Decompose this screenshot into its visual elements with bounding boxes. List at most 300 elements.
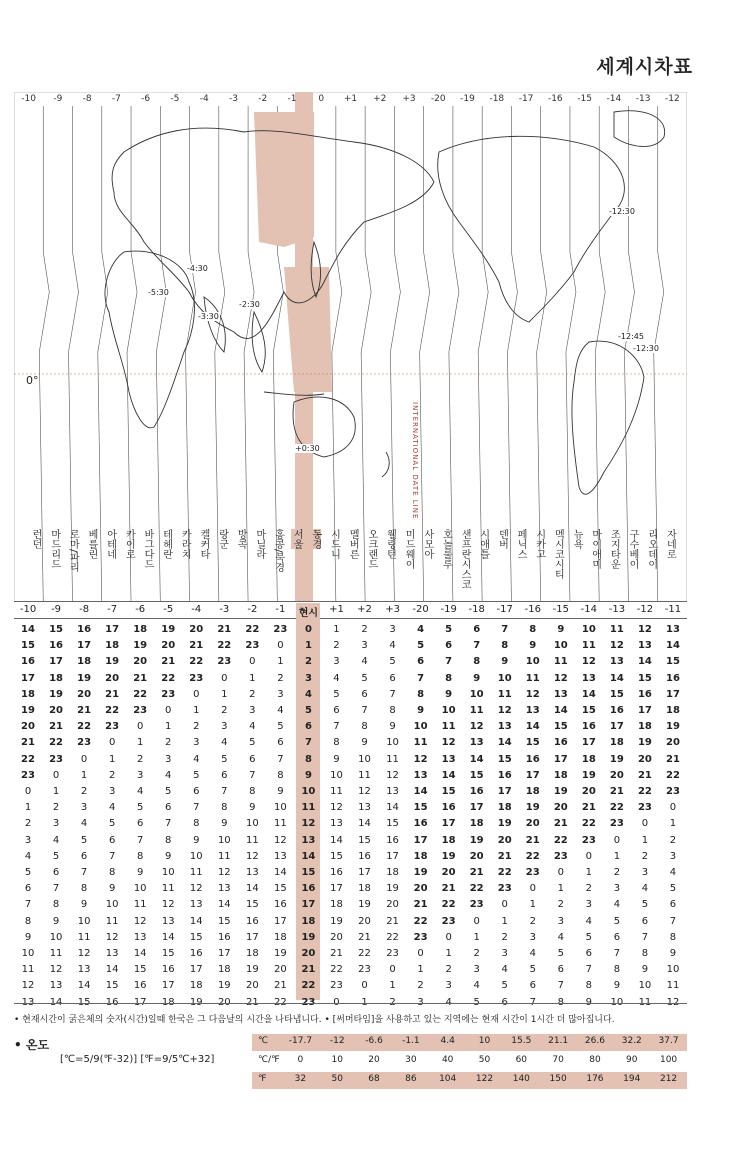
table-cell: 20	[133, 656, 148, 668]
table-cell: 18	[666, 705, 680, 716]
table-cell: 20	[386, 899, 399, 911]
table-cell: 11	[666, 980, 680, 992]
table-cell: 13	[49, 980, 63, 992]
table-cell: 10	[21, 948, 35, 959]
table-cell: 21	[105, 688, 120, 700]
table-cell: 11	[497, 688, 512, 700]
table-cell: 12	[441, 737, 456, 749]
table-cell: 7	[165, 818, 172, 830]
table-cell: 13	[274, 850, 287, 862]
table-cell: 0	[613, 834, 621, 846]
table-cell: 10	[133, 883, 147, 895]
table-cell: 3	[52, 818, 60, 830]
city-name: 카라치	[179, 529, 191, 559]
city-name: 오크랜드	[365, 529, 377, 569]
table-cell: 18	[497, 802, 512, 814]
table-cell: 21	[637, 769, 652, 781]
table-cell: 7	[473, 640, 481, 652]
zone-label: -13	[635, 94, 651, 104]
table-cell: 23	[217, 656, 232, 668]
table-cell: 11	[386, 753, 399, 765]
offset-label: -12:30	[633, 344, 659, 353]
table-cell: 22	[189, 656, 204, 668]
table-cell: 19	[330, 915, 343, 927]
table-cell: 2	[193, 721, 200, 733]
table-cell: 5	[52, 850, 60, 862]
table-cell: 14	[441, 769, 456, 781]
temperature-value: 60	[515, 1055, 528, 1065]
table-cell: 17	[21, 672, 35, 684]
table-cell: 7	[389, 688, 396, 700]
table-header-cell: +1	[329, 604, 344, 615]
zone-label: -12	[665, 94, 680, 104]
table-cell: 8	[585, 980, 593, 992]
table-cell: 23	[413, 931, 428, 943]
table-cell: 11	[245, 834, 259, 846]
table-cell: 15	[161, 948, 175, 959]
table-cell: 7	[445, 656, 453, 668]
table-cell: 23	[133, 705, 148, 716]
table-cell: 1	[24, 802, 32, 814]
table-cell: 22	[497, 867, 512, 878]
table-cell: 11	[21, 964, 35, 976]
table-cell: 15	[469, 769, 484, 781]
temperature-value: 140	[512, 1074, 530, 1084]
table-cell: 6	[221, 769, 228, 781]
zone-label: -3	[228, 94, 238, 104]
table-cell: 16	[133, 980, 147, 992]
table-cell: 22	[245, 624, 260, 635]
table-cell: 4	[80, 818, 88, 830]
table-cell: 7	[501, 624, 509, 635]
table-cell: 3	[108, 786, 116, 797]
table-cell: 13	[413, 769, 428, 781]
city-name: 샌프란시스코	[459, 529, 471, 589]
table-cell: 3	[473, 964, 480, 976]
offset-label: -3:30	[198, 312, 219, 321]
table-cell: 18	[21, 688, 35, 700]
table-cell: 13	[637, 640, 652, 652]
table-cell: 23	[386, 948, 399, 959]
table-cell: 9	[52, 915, 60, 927]
table-cell: 18	[245, 948, 259, 959]
zone-label: +3	[402, 94, 416, 104]
table-cell: 1	[108, 753, 116, 765]
table-cell: 16	[49, 640, 64, 652]
zone-label: -20	[430, 94, 446, 104]
table-cell: 22	[133, 688, 148, 700]
table-cell: 12	[553, 672, 568, 684]
temperature-value: 4.4	[440, 1036, 455, 1046]
table-cell: 10	[553, 640, 568, 652]
table-cell: 8	[389, 705, 396, 716]
table-cell: 6	[137, 818, 144, 830]
table-cell: 16	[77, 624, 92, 635]
zone-label: -9	[53, 94, 63, 104]
table-cell: 9	[529, 640, 537, 652]
temperature-value: 194	[623, 1074, 641, 1084]
table-cell: 4	[585, 915, 593, 927]
table-cell: 0	[585, 850, 593, 862]
table-cell: 15	[245, 899, 259, 911]
table-cell: 15	[189, 931, 203, 943]
table-cell: 4	[333, 672, 340, 684]
table-cell: 12	[105, 931, 119, 943]
city-name: 서울	[291, 529, 303, 549]
temperature-heading: • 온도	[14, 1038, 50, 1052]
table-cell: 23	[49, 753, 64, 765]
offset-label: -4:30	[187, 264, 208, 273]
table-cell: 21	[553, 818, 568, 830]
table-cell: 17	[525, 769, 540, 781]
table-header-cell: -6	[135, 604, 146, 615]
city-name: 뉴욕	[571, 529, 583, 549]
table-cell: 0	[529, 883, 536, 895]
table-cell: 8	[361, 721, 368, 733]
table-cell: 4	[641, 883, 649, 895]
table-cell: 20	[274, 964, 287, 976]
table-cell: 19	[77, 672, 92, 684]
temperature-value: -1.1	[402, 1036, 420, 1046]
table-cell: 19	[301, 931, 316, 943]
temperature-value: -12	[329, 1036, 345, 1046]
table-rule	[14, 618, 687, 619]
table-cell: 6	[277, 737, 284, 749]
temperature-value: 50	[331, 1074, 343, 1084]
table-cell: 16	[386, 834, 399, 846]
table-cell: 4	[137, 786, 144, 797]
table-cell: 16	[553, 737, 568, 749]
table-cell: 0	[249, 656, 256, 668]
city-name: 멕시코시티	[552, 529, 564, 579]
table-cell: 11	[274, 818, 287, 830]
table-cell: 12	[133, 915, 147, 927]
table-cell: 5	[417, 640, 425, 652]
table-cell: 15	[105, 980, 119, 992]
table-cell: 2	[24, 818, 32, 830]
table-cell: 11	[133, 899, 147, 911]
table-cell: 15	[301, 867, 316, 878]
table-cell: 21	[666, 753, 680, 765]
table-cell: 0	[137, 721, 144, 733]
table-cell: 8	[417, 688, 425, 700]
table-cell: 16	[21, 656, 35, 668]
table-cell: 8	[193, 818, 200, 830]
table-cell: 1	[669, 818, 677, 830]
temperature-value: 100	[659, 1055, 678, 1065]
table-cell: 14	[497, 737, 512, 749]
table-cell: 19	[441, 850, 456, 862]
table-cell: 5	[277, 721, 284, 733]
table-cell: 1	[613, 850, 621, 862]
table-cell: 19	[161, 624, 176, 635]
table-cell: 13	[133, 931, 147, 943]
table-cell: 22	[161, 672, 176, 684]
table-cell: 18	[386, 867, 399, 878]
table-cell: 9	[361, 737, 368, 749]
table-cell: 4	[52, 834, 60, 846]
table-cell: 7	[333, 721, 340, 733]
zone-label: -17	[518, 94, 534, 104]
table-cell: 13	[497, 721, 512, 733]
table-cell: 0	[473, 915, 480, 927]
table-cell: 20	[330, 931, 343, 943]
table-cell: 1	[445, 948, 452, 959]
temperature-value: 0	[297, 1055, 304, 1065]
table-cell: 20	[49, 705, 64, 716]
table-cell: 19	[553, 786, 568, 797]
table-cell: 13	[217, 883, 231, 895]
table-cell: 17	[77, 640, 92, 652]
table-cell: 22	[637, 786, 652, 797]
table-cell: 14	[469, 753, 484, 765]
table-cell: 18	[413, 850, 428, 862]
table-cell: 21	[21, 737, 35, 749]
table-header-cell: -17	[496, 604, 513, 615]
table-cell: 9	[669, 948, 677, 959]
table-cell: 6	[193, 786, 200, 797]
table-cell: 5	[249, 737, 256, 749]
table-cell: 8	[80, 883, 88, 895]
table-cell: 21	[133, 672, 148, 684]
table-cell: 5	[333, 688, 340, 700]
temperature-row-label: ℃	[258, 1036, 269, 1046]
city-name: 마닐라	[253, 529, 265, 559]
table-cell: 10	[581, 624, 596, 635]
table-cell: 0	[193, 688, 200, 700]
table-cell: 3	[641, 867, 649, 878]
table-cell: 1	[417, 964, 424, 976]
table-cell: 8	[304, 753, 312, 765]
table-cell: 11	[413, 737, 428, 749]
table-cell: 11	[553, 656, 568, 668]
city-name: 홍콩/북경	[272, 529, 284, 573]
temperature-value: 10	[331, 1055, 343, 1065]
table-cell: 19	[245, 964, 259, 976]
table-cell: 16	[497, 769, 512, 781]
table-cell: 2	[669, 834, 677, 846]
table-cell: 15	[441, 786, 456, 797]
table-cell: 15	[413, 802, 428, 814]
table-cell: 16	[358, 850, 371, 862]
table-cell: 4	[277, 705, 284, 716]
table-cell: 9	[24, 931, 32, 943]
table-cell: 12	[217, 867, 231, 878]
table-cell: 10	[497, 672, 512, 684]
table-cell: 18	[330, 899, 343, 911]
table-cell: 21	[274, 980, 287, 992]
table-cell: 7	[557, 980, 564, 992]
table-cell: 7	[221, 786, 228, 797]
table-cell: 17	[274, 915, 287, 927]
table-cell: 1	[529, 899, 536, 911]
table-cell: 12	[49, 964, 63, 976]
table-cell: 19	[274, 948, 287, 959]
table-cell: 6	[108, 834, 116, 846]
table-cell: 19	[105, 656, 120, 668]
table-cell: 17	[245, 931, 259, 943]
table-cell: 9	[417, 705, 425, 716]
table-header-cell: 현시	[298, 608, 319, 619]
table-cell: 14	[330, 834, 343, 846]
table-cell: 18	[274, 931, 287, 943]
table-cell: 3	[249, 705, 256, 716]
table-cell: 17	[553, 753, 568, 765]
table-cell: 2	[333, 640, 340, 652]
table-cell: 19	[637, 737, 652, 749]
table-cell: 23	[21, 769, 35, 781]
table-cell: 17	[581, 737, 596, 749]
temperature-value: 37.7	[658, 1036, 679, 1046]
table-cell: 12	[274, 834, 287, 846]
table-cell: 9	[613, 980, 621, 992]
table-cell: 9	[277, 786, 284, 797]
table-cell: 8	[501, 640, 509, 652]
table-cell: 1	[137, 737, 144, 749]
table-cell: 14	[105, 964, 119, 976]
table-cell: 22	[441, 899, 456, 911]
table-cell: 13	[245, 867, 259, 878]
table-cell: 21	[525, 834, 540, 846]
table-cell: 4	[221, 737, 228, 749]
table-cell: 11	[358, 769, 371, 781]
table-cell: 23	[273, 624, 288, 635]
table-cell: 17	[469, 802, 484, 814]
table-cell: 23	[469, 899, 484, 911]
table-cell: 22	[525, 850, 540, 862]
table-cell: 0	[108, 737, 116, 749]
table-cell: 21	[189, 640, 204, 652]
table-cell: 22	[666, 769, 680, 781]
temperature-value: 26.6	[584, 1036, 605, 1046]
table-header-cell: -20	[412, 604, 429, 615]
table-cell: 8	[641, 948, 649, 959]
table-header-cell: -19	[440, 604, 457, 615]
table-cell: 10	[77, 915, 91, 927]
city-name: 웰링턴	[384, 529, 396, 559]
zone-label: 0	[318, 94, 325, 104]
table-cell: 5	[165, 786, 172, 797]
equator-label: 0°	[26, 374, 39, 387]
table-cell: 10	[161, 867, 175, 878]
table-cell: 2	[137, 753, 144, 765]
table-cell: 16	[217, 931, 231, 943]
table-cell: 18	[77, 656, 92, 668]
table-cell: 11	[105, 915, 119, 927]
table-cell: 17	[386, 850, 399, 862]
table-cell: 9	[557, 624, 565, 635]
table-cell: 18	[133, 624, 148, 635]
table-cell: 2	[585, 883, 593, 895]
city-name: 사모아	[421, 529, 433, 559]
table-cell: 3	[361, 640, 368, 652]
table-cell: 19	[133, 640, 148, 652]
table-cell: 21	[161, 656, 176, 668]
table-header-cell: -14	[580, 604, 598, 615]
table-cell: 23	[105, 721, 120, 733]
table-cell: 6	[585, 948, 593, 959]
table-cell: 1	[389, 980, 396, 992]
table-cell: 3	[80, 802, 88, 814]
temperature-value: 212	[659, 1074, 678, 1084]
table-cell: 16	[189, 948, 203, 959]
table-cell: 22	[386, 931, 399, 943]
table-cell: 9	[389, 721, 396, 733]
city-name: 카이로	[123, 529, 135, 559]
table-cell: 8	[445, 672, 453, 684]
table-cell: 15	[666, 656, 680, 668]
table-cell: 18	[609, 737, 624, 749]
table-cell: 2	[417, 980, 424, 992]
temperature-value: 32.2	[621, 1036, 642, 1046]
table-cell: 15	[386, 818, 399, 830]
table-cell: 7	[613, 948, 621, 959]
table-cell: 15	[133, 964, 147, 976]
world-time-zone-map	[14, 92, 687, 602]
table-cell: 4	[165, 769, 172, 781]
table-cell: 13	[609, 656, 624, 668]
table-cell: 11	[161, 883, 175, 895]
table-cell: 18	[553, 769, 568, 781]
table-header-cell: -9	[51, 604, 62, 615]
table-cell: 18	[301, 915, 316, 927]
temperature-row-label: ℃/℉	[258, 1055, 280, 1065]
table-header-cell: -11	[664, 604, 682, 615]
table-header-cell: -4	[191, 604, 202, 615]
zone-label: -14	[606, 94, 622, 104]
table-cell: 17	[441, 818, 456, 830]
table-cell: 22	[217, 640, 232, 652]
table-cell: 13	[441, 753, 456, 765]
table-cell: 4	[669, 867, 677, 878]
city-name: 켈커타	[197, 529, 209, 559]
table-cell: 5	[641, 899, 649, 911]
table-cell: 22	[553, 834, 568, 846]
table-cell: 1	[80, 769, 88, 781]
table-cell: 12	[189, 883, 203, 895]
table-cell: 1	[277, 656, 284, 668]
city-name: 동경	[309, 529, 321, 549]
table-cell: 1	[304, 640, 312, 652]
table-cell: 8	[165, 834, 172, 846]
table-cell: 17	[161, 980, 175, 992]
city-name: 조지타운	[608, 529, 620, 569]
table-cell: 17	[105, 624, 120, 635]
city-name: 멜버른	[347, 529, 359, 559]
table-cell: 3	[669, 850, 677, 862]
table-cell: 10	[666, 964, 680, 976]
table-cell: 7	[193, 802, 200, 814]
table-cell: 2	[501, 931, 508, 943]
table-cell: 23	[609, 818, 624, 830]
table-cell: 1	[641, 834, 649, 846]
table-cell: 1	[193, 705, 200, 716]
table-cell: 8	[52, 899, 60, 911]
table-cell: 6	[613, 931, 621, 943]
table-cell: 11	[441, 721, 456, 733]
city-name: 시드니	[328, 529, 340, 559]
zone-label: -18	[489, 94, 505, 104]
table-cell: 1	[221, 688, 228, 700]
table-header-cell: -10	[19, 604, 37, 615]
table-cell: 20	[21, 721, 35, 733]
table-cell: 17	[609, 721, 624, 733]
city-name: 구수베이	[627, 529, 639, 569]
table-cell: 9	[304, 769, 312, 781]
table-cell: 16	[609, 705, 624, 716]
table-header-cell: -1	[275, 604, 286, 615]
table-cell: 9	[193, 834, 200, 846]
